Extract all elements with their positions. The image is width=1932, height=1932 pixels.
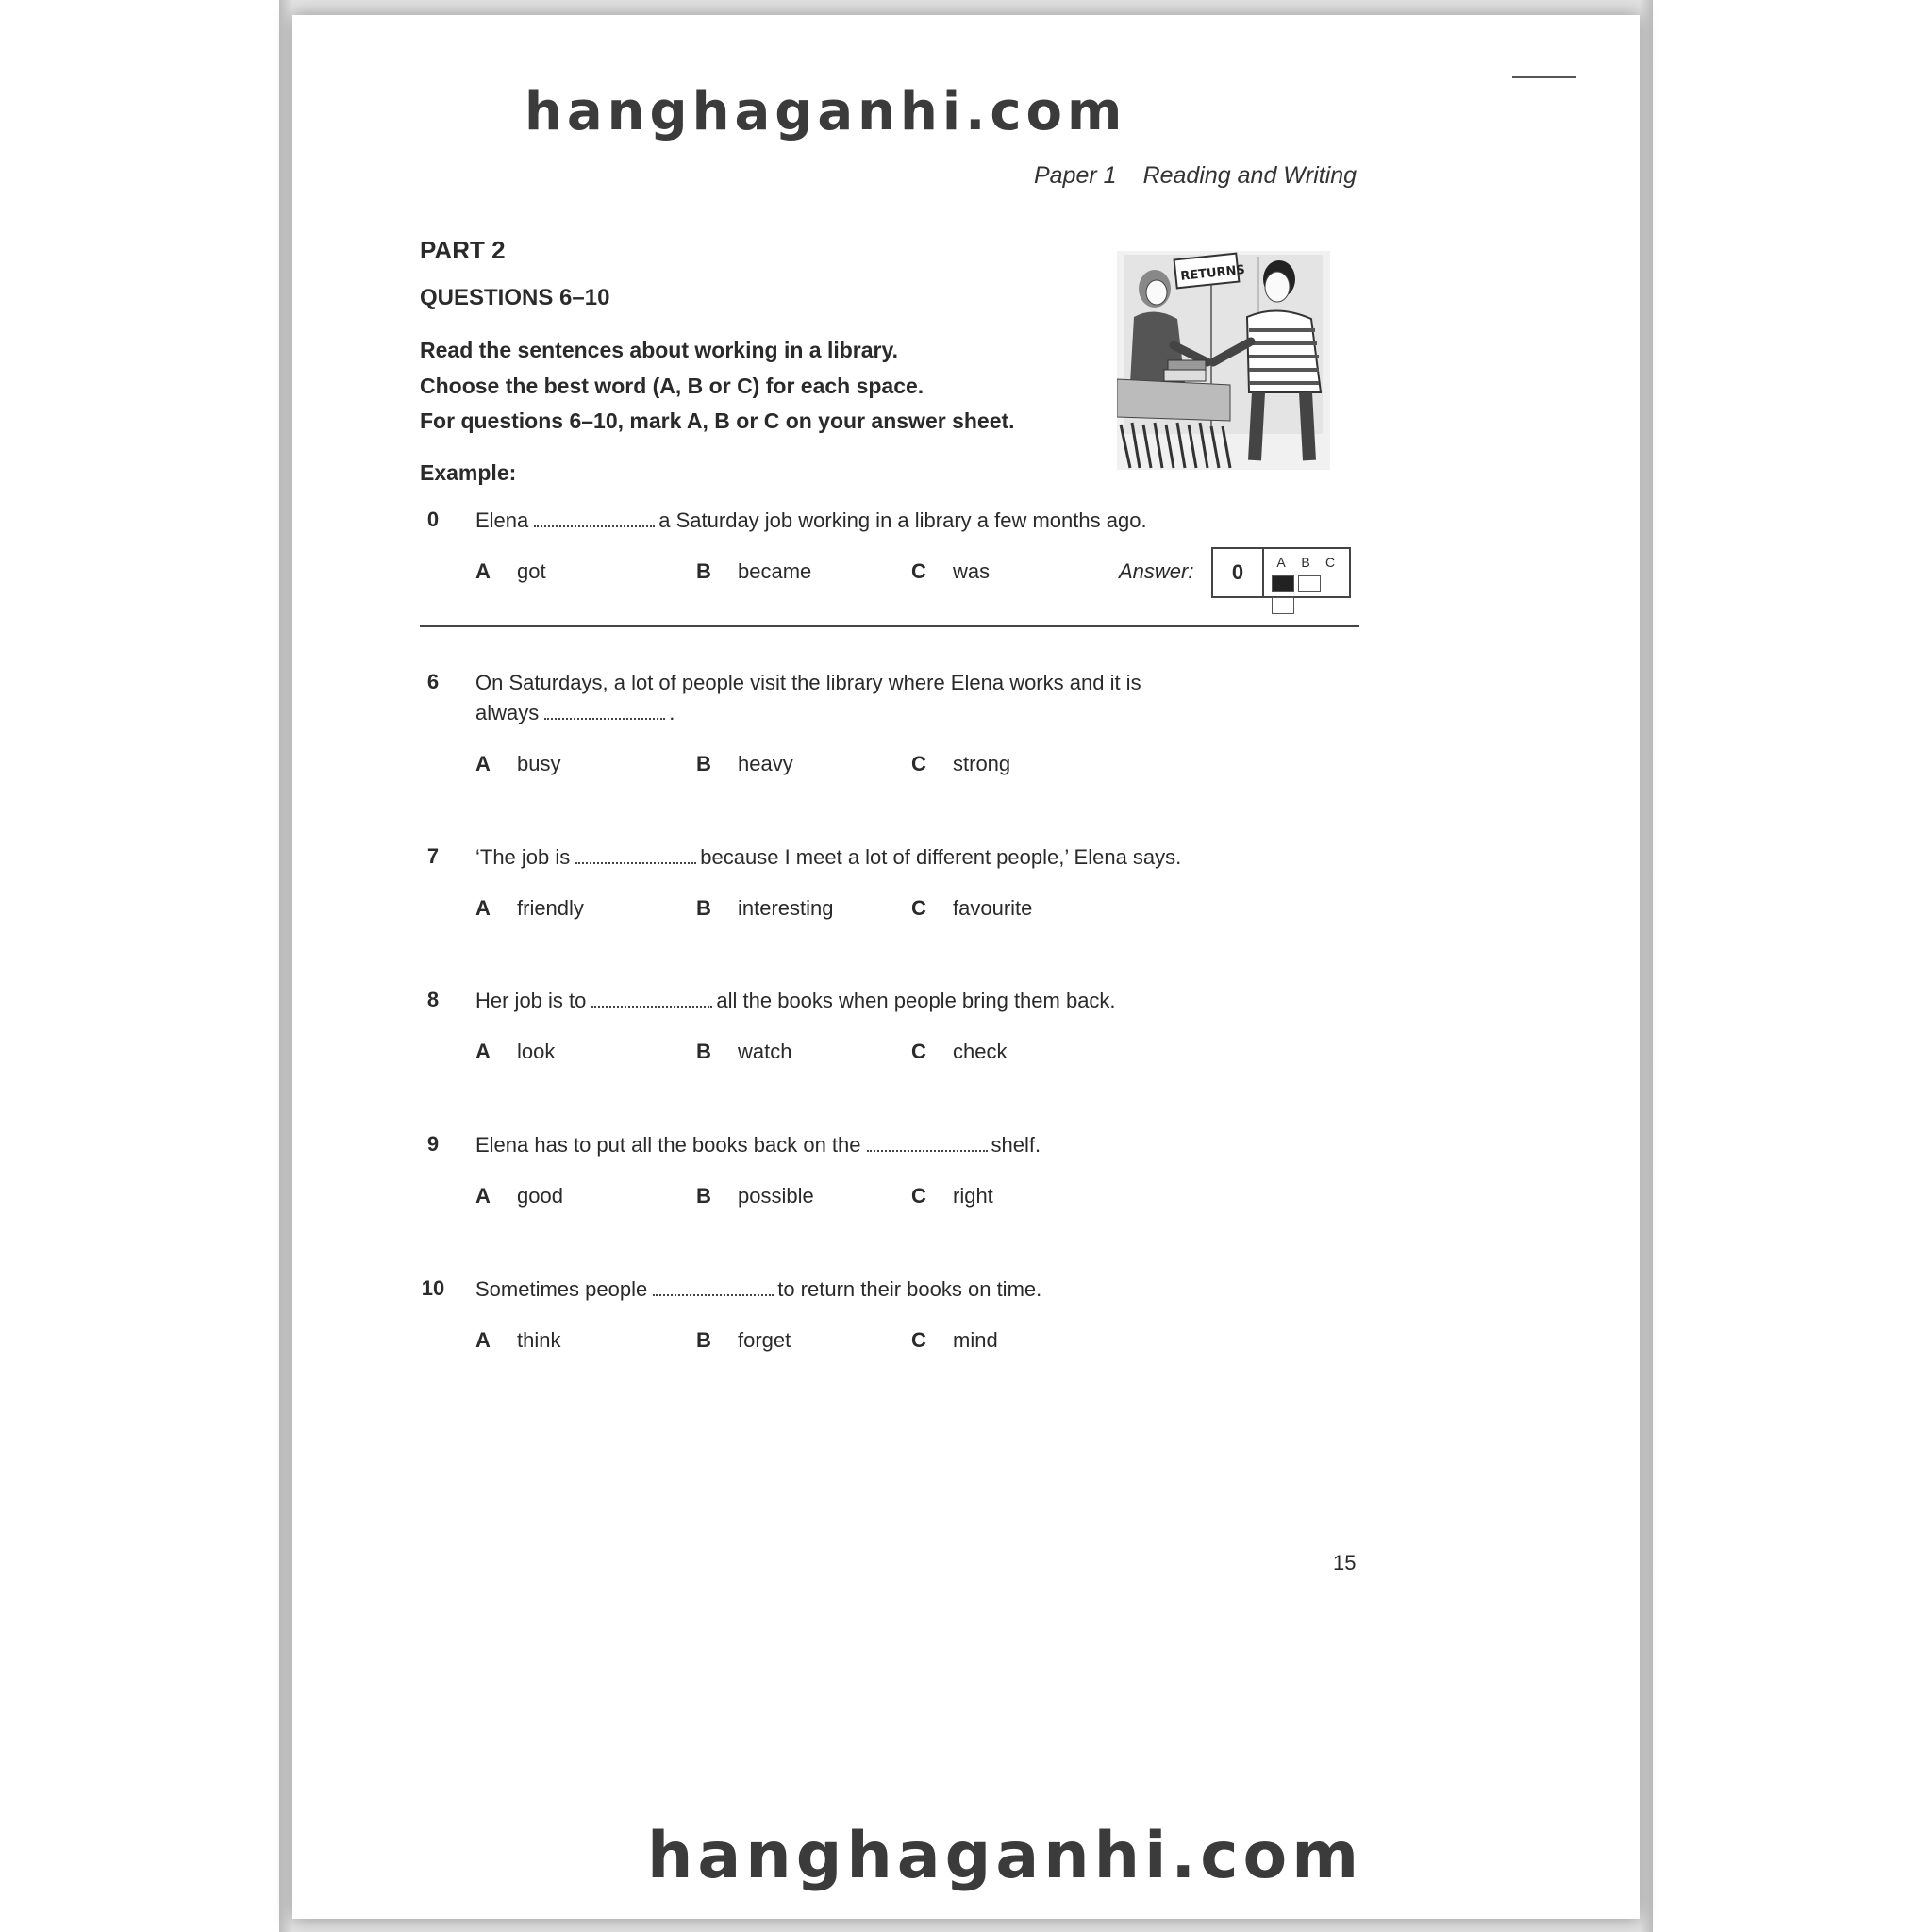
example-option-a: A got bbox=[475, 559, 546, 583]
example-sentence: Elena a Saturday job working in a library a few months ago. bbox=[475, 508, 1147, 532]
blank-space bbox=[867, 1144, 988, 1152]
question-text-line1: On Saturdays, a lot of people visit the library where Elena works and it is bbox=[475, 671, 1141, 694]
example-option-b: B became bbox=[696, 559, 812, 583]
question-text: Elena has to put all the books back on the shelf. bbox=[475, 1133, 1041, 1157]
answer-boxes bbox=[1272, 575, 1349, 619]
question-text: ‘The job is because I meet a lot of different people,’ Elena says. bbox=[475, 845, 1182, 869]
watermark-top: hanghaganhi.com bbox=[525, 81, 1127, 142]
option-b: B watch bbox=[696, 1040, 792, 1063]
section-divider bbox=[420, 625, 1359, 627]
blank-space bbox=[575, 857, 696, 864]
answer-letters: A B C bbox=[1276, 555, 1338, 570]
question-text: Her job is to all the books when people bring them back. bbox=[475, 989, 1116, 1012]
question-text: Sometimes people to return their books on time. bbox=[475, 1277, 1042, 1301]
top-rule bbox=[1512, 76, 1576, 78]
answer-number: 0 bbox=[1213, 549, 1264, 596]
option-c: C strong bbox=[911, 752, 1011, 775]
question-number: 9 bbox=[426, 1132, 440, 1156]
library-returns-illustration bbox=[1117, 251, 1330, 470]
question-number: 10 bbox=[421, 1276, 445, 1300]
answer-box-c bbox=[1272, 597, 1294, 614]
question-number: 7 bbox=[426, 844, 440, 868]
option-c: C mind bbox=[911, 1328, 998, 1352]
question-number: 8 bbox=[426, 988, 440, 1011]
option-c: C favourite bbox=[911, 896, 1033, 920]
blank-space bbox=[544, 712, 665, 720]
section-label: Reading and Writing bbox=[1142, 162, 1357, 189]
option-c: C check bbox=[911, 1040, 1008, 1063]
blank-space bbox=[653, 1289, 774, 1296]
answer-box-a bbox=[1272, 575, 1294, 592]
question-number: 6 bbox=[426, 670, 440, 693]
instruction-line: Choose the best word (A, B or C) for each space. bbox=[420, 374, 924, 398]
option-a: A busy bbox=[475, 752, 561, 775]
option-a: A good bbox=[475, 1184, 563, 1208]
answer-box bbox=[1211, 547, 1351, 598]
option-b: B possible bbox=[696, 1184, 814, 1208]
paper-label: Paper 1 bbox=[1034, 162, 1117, 189]
instruction-line: For questions 6–10, mark A, B or C on your answer sheet. bbox=[420, 408, 1015, 433]
option-b: B forget bbox=[696, 1328, 791, 1352]
part-title: PART 2 bbox=[420, 236, 506, 264]
questions-title: QUESTIONS 6–10 bbox=[420, 285, 610, 310]
option-c: C right bbox=[911, 1184, 993, 1208]
example-label: Example: bbox=[420, 460, 517, 485]
option-a: A look bbox=[475, 1040, 556, 1063]
blank-space bbox=[534, 520, 655, 527]
option-b: B heavy bbox=[696, 752, 793, 775]
answer-label: Answer: bbox=[1119, 559, 1194, 583]
question-text-line2: always . bbox=[475, 701, 675, 724]
option-b: B interesting bbox=[696, 896, 834, 920]
example-number: 0 bbox=[426, 508, 440, 531]
returns-sign: RETURNS bbox=[1179, 262, 1246, 284]
paper-header bbox=[1034, 162, 1357, 190]
instruction-line: Read the sentences about working in a library. bbox=[420, 338, 898, 362]
option-a: A friendly bbox=[475, 896, 584, 920]
watermark-bottom: hanghaganhi.com bbox=[647, 1819, 1364, 1893]
option-a: A think bbox=[475, 1328, 561, 1352]
answer-box-b bbox=[1298, 575, 1321, 592]
page-number: 15 bbox=[1333, 1551, 1357, 1574]
example-option-c: C was bbox=[911, 559, 991, 583]
blank-space bbox=[591, 1000, 712, 1008]
